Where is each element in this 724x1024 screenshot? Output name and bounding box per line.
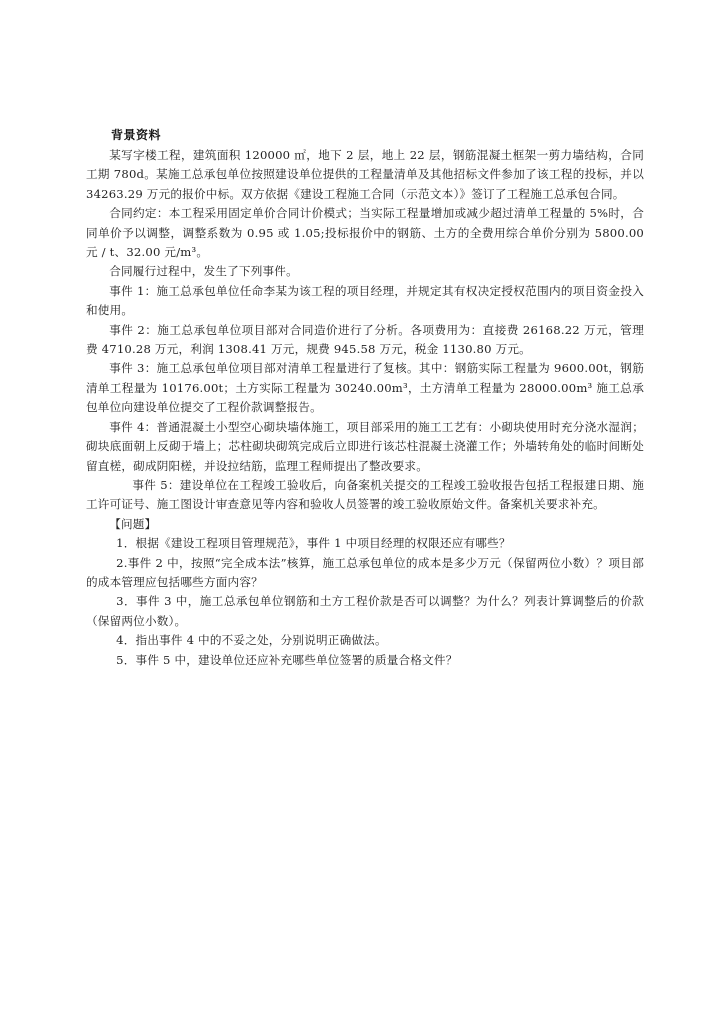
paragraph-event-4: 事件 4：普通混凝土小型空心砌块墙体施工，项目部采用的施工工艺有：小砌块使用时充分浇水湿润；砌块底面朝上反砌于墙上；芯柱砌块砌筑完成后立即进行该芯柱混凝土浇灌工作；外墙转角处的临时间断处留直槎，砌成阴阳槎，并设拉结筋，监理工程师提出了整改要求。: [86, 419, 644, 473]
paragraph-events-intro: 合同履行过程中，发生了下列事件。: [109, 264, 298, 279]
section-heading: 背景资料: [111, 128, 162, 142]
paragraph-event-2: 事件 2：施工总承包单位项目部对合同造价进行了分析。各项费用为：直接费 26168.22 万元，管理费 4710.28 万元，利润 1308.41 万元，规费 945.58 万元，税金 1130.80 万元。: [86, 322, 644, 357]
question-5: 5．事件 5 中，建设单位还应补充哪些单位签署的质量合格文件？: [116, 652, 458, 667]
paragraph-event-5: 事件 5：建设单位在工程竣工验收后，向备案机关提交的工程竣工验收报告包括工程报建日期、施工许可证号、施工图设计审查意见等内容和验收人员签署的竣工验收原始文件。备案机关要求补充。: [86, 477, 644, 512]
paragraph-event-3: 事件 3：施工总承包单位项目部对清单工程量进行了复核。其中：钢筋实际工程量为 9600.00t，钢筋清单工程量为 10176.00t；土方实际工程量为 30240.00m³，土方清单工程量为 28000.00m³ 施工总承包单位向建设单位提交了工程价款调整报告。: [86, 361, 644, 415]
paragraph-contract-terms: 合同约定：本工程采用固定单价合同计价模式；当实际工程量增加或减少超过清单工程量的 5%时，合同单价予以调整，调整系数为 0.95 或 1.05;投标报价中的钢筋、土方的全费用综合单价分别为 5800.00 元 / t、32.00 元/m³。: [86, 206, 644, 260]
paragraph-project-overview: 某写字楼工程，建筑面积 120000 ㎡，地下 2 层，地上 22 层，钢筋混凝土框架一剪力墙结构，合同工期 780d。某施工总承包单位按照建设单位提供的工程量清单及其他招标文件参加了该工程的投标，并以 34263.29 万元的报价中标。双方依据《建设工程施工合同（示范文本）》签订了工程施工总承包合同。: [86, 148, 644, 201]
questions-title: 【问题】: [109, 516, 157, 531]
document-body: [86, 127, 644, 670]
question-2: 2.事件 2 中，按照“完全成本法”核算，施工总承包单位的成本是多少万元（保留两位小数）？项目部的成本管理应包括哪些方面内容？: [86, 555, 644, 589]
question-1: 1．根据《建设工程项目管理规范》，事件 1 中项目经理的权限还应有哪些？: [116, 536, 511, 551]
paragraph-event-1: 事件 1：施工总承包单位任命李某为该工程的项目经理，并规定其有权决定授权范围内的项目资金投入和使用。: [86, 283, 644, 318]
question-3: 3．事件 3 中，施工总承包单位钢筋和土方工程价款是否可以调整？为什么？列表计算调整后的价款（保留两位小数）。: [86, 594, 644, 628]
question-4: 4．指出事件 4 中的不妥之处，分别说明正确做法。: [116, 633, 387, 648]
